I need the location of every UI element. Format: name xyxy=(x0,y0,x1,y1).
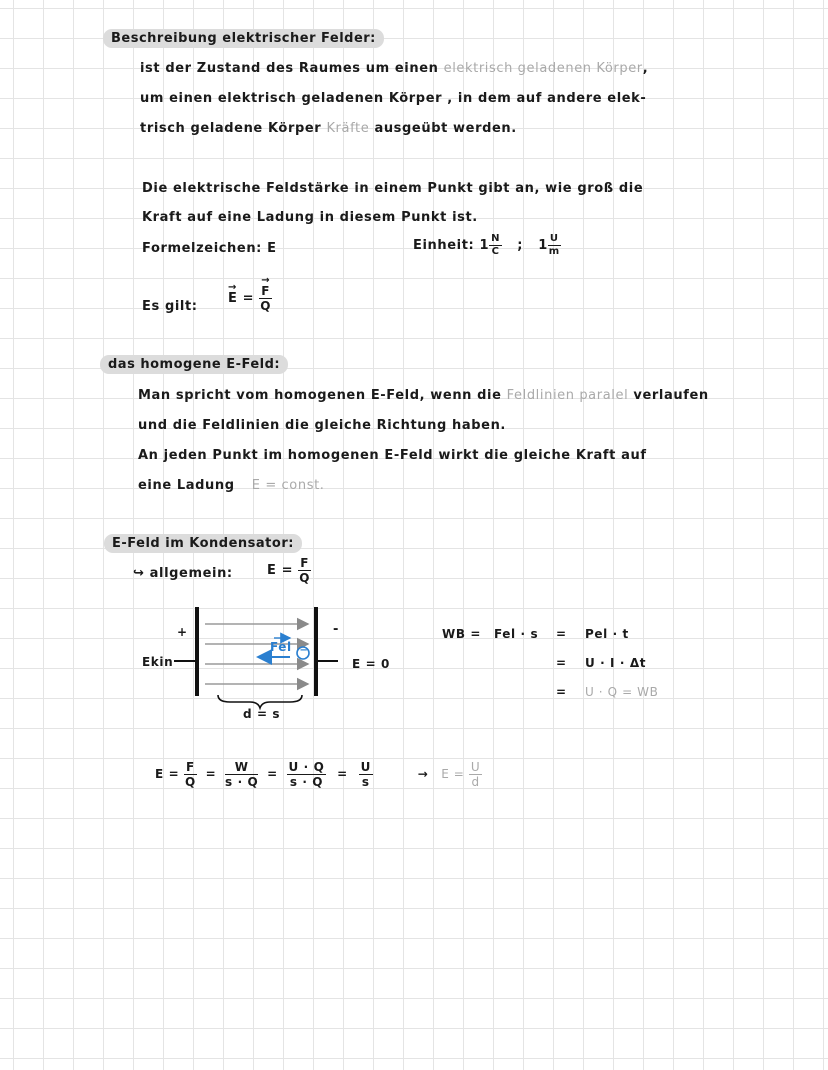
denominator: d xyxy=(471,775,480,789)
denominator: Q xyxy=(299,571,311,585)
work-eq-2: = xyxy=(556,656,567,670)
lhs: E = xyxy=(155,767,180,781)
homogen-line-2: und die Feldlinien die gleiche Richtung haben. xyxy=(138,418,506,433)
work-eq-3: = xyxy=(556,685,567,699)
numerator: U xyxy=(549,233,559,244)
numerator: F xyxy=(300,556,310,570)
fraction-u-s xyxy=(359,761,373,788)
vector-f: → F xyxy=(261,285,270,297)
work-fel-s: Fel · s xyxy=(494,627,539,641)
unit-label: Einheit: xyxy=(413,238,475,253)
denominator: Q xyxy=(260,299,272,313)
work-eq-1: = xyxy=(556,627,567,641)
text: allgemein: xyxy=(149,566,233,581)
text: eine Ladung xyxy=(138,478,240,493)
text: ist der Zustand des Raumes um einen xyxy=(140,61,444,76)
work-lhs: WB = xyxy=(442,627,482,641)
separator: ; xyxy=(517,238,524,253)
feldstaerke-line-1: Die elektrische Feldstärke in einem Punkt gibt an, wie groß die xyxy=(142,181,644,196)
gray-note: E = const. xyxy=(251,478,325,493)
feldstaerke-line-2: Kraft auf eine Ladung in diesem Punkt ist. xyxy=(142,210,478,225)
gray-note: Kräfte xyxy=(326,121,370,136)
denominator: Q xyxy=(185,775,196,789)
denominator: C xyxy=(491,246,500,257)
numerator: U xyxy=(360,760,371,774)
equals: = xyxy=(337,767,348,781)
work-pel-t: Pel · t xyxy=(585,627,629,641)
ekin-label: Ekin xyxy=(142,655,174,669)
fraction-uq-sq xyxy=(287,761,327,788)
numerator: N xyxy=(491,233,501,244)
fraction-u-d xyxy=(469,761,482,788)
unit-prefix: 1 xyxy=(538,238,548,253)
text: Man spricht vom homogenen E-Feld, wenn die xyxy=(138,388,507,403)
numerator: W xyxy=(225,761,258,775)
equals: = xyxy=(267,767,278,781)
vector-e: → E xyxy=(228,291,237,306)
result xyxy=(441,760,482,789)
numerator: F xyxy=(186,760,195,774)
denominator: m xyxy=(548,246,560,257)
text: ausgeübt werden. xyxy=(369,121,517,136)
lhs: E = xyxy=(441,767,465,781)
fel-label: Fel xyxy=(270,640,292,654)
plus-sign: + xyxy=(177,625,188,639)
denominator: s · Q xyxy=(225,775,259,789)
gray-note: elektrisch geladenen Körper xyxy=(443,61,643,76)
right-arrow-icon: → xyxy=(417,767,429,781)
electron-sign: − xyxy=(299,645,309,656)
es-gilt-label: Es gilt: xyxy=(142,299,198,314)
formelzeichen: Formelzeichen: E xyxy=(142,241,277,256)
text: trisch geladene Körper xyxy=(140,121,327,136)
numerator: U xyxy=(470,760,481,774)
text: verlaufen xyxy=(628,388,709,403)
e-zero-label: E = 0 xyxy=(352,657,390,671)
section-heading-beschreibung: Beschreibung elektrischer Felder: xyxy=(103,29,384,48)
derivation-chain xyxy=(155,761,482,788)
distance-label: d = s xyxy=(243,707,281,721)
homogen-line-3: An jeden Punkt im homogenen E-Feld wirkt die gleiche Kraft auf xyxy=(138,448,647,463)
lhs: E = xyxy=(267,563,294,578)
text: , xyxy=(642,61,649,76)
fraction-f-q xyxy=(184,761,197,788)
unit-prefix: 1 xyxy=(479,238,490,253)
work-u-i-t: U · I · Δt xyxy=(585,656,647,670)
fraction-w-sq xyxy=(225,761,258,788)
return-arrow-icon: ↪ xyxy=(133,566,145,581)
definition-line-2: um einen elektrisch geladenen Körper , in dem auf andere elek- xyxy=(140,91,647,106)
equals: = xyxy=(242,291,255,306)
equals: = xyxy=(205,767,217,781)
work-u-q: U · Q = WB xyxy=(585,685,659,699)
section-heading-homogen: das homogene E-Feld: xyxy=(100,355,288,374)
numerator: U · Q xyxy=(288,760,325,774)
gray-note: Feldlinien paralel xyxy=(506,388,629,403)
denominator: s xyxy=(361,775,370,789)
minus-sign: - xyxy=(333,622,339,637)
denominator: s · Q xyxy=(289,775,324,789)
section-heading-kondensator: E-Feld im Kondensator: xyxy=(104,534,302,553)
